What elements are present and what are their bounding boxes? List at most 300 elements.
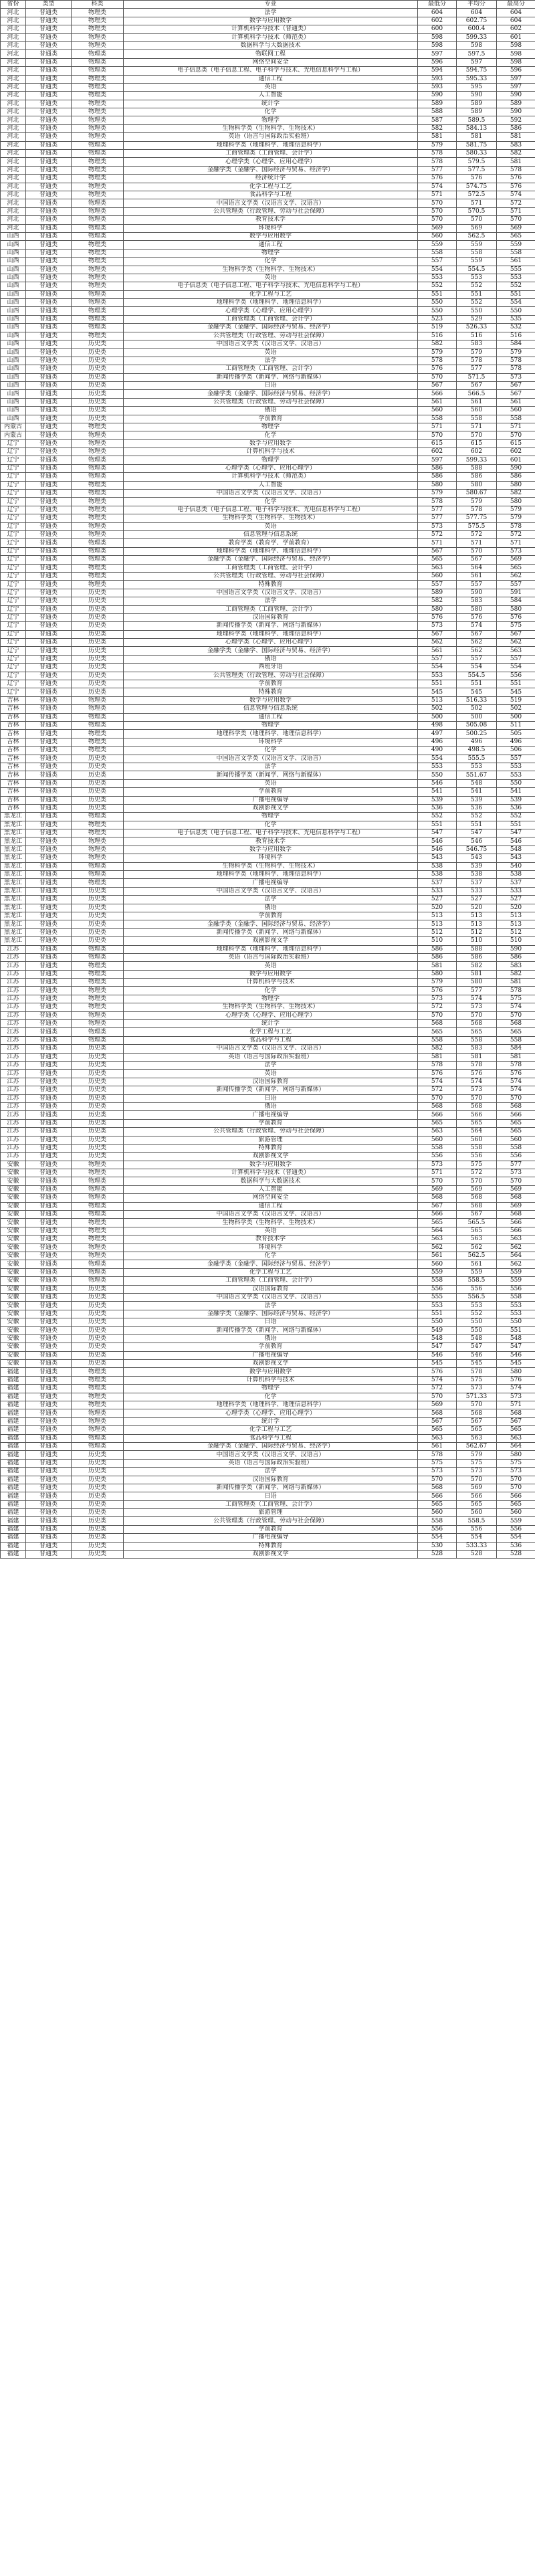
table-row [1,1318,535,1326]
cell-major: 计算机科学与技术 [124,448,418,456]
cell-min-score: 567 [418,381,457,389]
table-row [1,415,535,423]
cell-subject: 物理类 [72,747,124,755]
cell-major: 中国语言文学类（汉语言文学、汉语言） [124,589,418,597]
cell-min-score: 574 [418,1078,457,1086]
cell-min-score: 582 [418,340,457,349]
cell-min-score: 593 [418,83,457,91]
cell-type: 普通类 [26,423,72,431]
cell-max-score: 564 [497,1252,535,1260]
cell-avg-score: 558 [457,249,497,257]
cell-type: 普通类 [26,365,72,373]
cell-subject: 物理类 [72,962,124,970]
cell-type: 普通类 [26,1376,72,1384]
cell-min-score: 560 [418,407,457,415]
table-row [1,158,535,166]
cell-major: 金融学类（金融学、国际经济与贸易、经济学） [124,166,418,174]
cell-subject: 物理类 [72,854,124,862]
cell-min-score: 578 [418,158,457,166]
cell-min-score: 563 [418,1235,457,1244]
cell-min-score: 568 [418,1409,457,1417]
cell-province: 山西 [1,415,26,423]
cell-avg-score: 539 [457,862,497,870]
cell-type: 普通类 [26,1003,72,1011]
cell-avg-score: 600.4 [457,25,497,33]
cell-province: 安徽 [1,1202,26,1210]
cell-max-score: 577 [497,1161,535,1169]
cell-max-score: 569 [497,1185,535,1193]
cell-type: 普通类 [26,1078,72,1086]
cell-province: 福建 [1,1393,26,1401]
cell-subject: 历史类 [72,688,124,696]
cell-max-score: 564 [497,1442,535,1450]
cell-max-score: 575 [497,995,535,1003]
table-row [1,1426,535,1434]
cell-type: 普通类 [26,1393,72,1401]
cell-major: 公共管理类（行政管理、劳动与社会保障） [124,672,418,680]
cell-province: 福建 [1,1417,26,1425]
cell-type: 普通类 [26,1011,72,1019]
table-row [1,1094,535,1102]
cell-subject: 历史类 [72,357,124,365]
cell-subject: 历史类 [72,1086,124,1094]
cell-province: 山西 [1,357,26,365]
cell-type: 普通类 [26,381,72,389]
cell-max-score: 578 [497,987,535,995]
cell-max-score: 560 [497,1509,535,1517]
cell-type: 普通类 [26,1385,72,1393]
cell-subject: 物理类 [72,490,124,498]
cell-avg-score: 599.33 [457,33,497,41]
cell-max-score: 543 [497,854,535,862]
table-row [1,664,535,672]
table-row [1,514,535,522]
cell-province: 辽宁 [1,456,26,464]
table-row [1,680,535,688]
cell-max-score: 568 [497,1020,535,1028]
cell-max-score: 567 [497,630,535,638]
cell-avg-score: 556 [457,1285,497,1293]
cell-max-score: 601 [497,456,535,464]
cell-min-score: 551 [418,290,457,298]
table-row [1,249,535,257]
cell-avg-score: 570 [457,1401,497,1409]
cell-type: 普通类 [26,1169,72,1177]
cell-subject: 物理类 [72,862,124,870]
cell-province: 河北 [1,75,26,83]
cell-min-score: 570 [418,1094,457,1102]
cell-province: 山西 [1,232,26,240]
cell-subject: 物理类 [72,1219,124,1227]
cell-type: 普通类 [26,672,72,680]
cell-min-score: 496 [418,738,457,746]
cell-subject: 物理类 [72,241,124,249]
cell-subject: 物理类 [72,1161,124,1169]
cell-major: 公共管理类（行政管理、劳动与社会保障） [124,1517,418,1525]
cell-subject: 历史类 [72,1302,124,1310]
cell-major: 地理科学类（地理科学、地理信息科学） [124,945,418,953]
cell-subject: 历史类 [72,622,124,630]
cell-subject: 历史类 [72,365,124,373]
cell-province: 辽宁 [1,664,26,672]
cell-type: 普通类 [26,67,72,75]
cell-major: 汉语国际教育 [124,613,418,621]
cell-type: 普通类 [26,1451,72,1459]
cell-min-score: 579 [418,490,457,498]
cell-province: 安徽 [1,1285,26,1293]
cell-type: 普通类 [26,920,72,928]
cell-min-score: 593 [418,75,457,83]
cell-major: 戏剧影视文学 [124,937,418,945]
table-row [1,1169,535,1177]
cell-type: 普通类 [26,589,72,597]
cell-max-score: 552 [497,813,535,821]
cell-province: 福建 [1,1484,26,1492]
table-row [1,282,535,290]
cell-avg-score: 584.13 [457,124,497,132]
cell-min-score: 566 [418,390,457,398]
table-row [1,1119,535,1127]
cell-type: 普通类 [26,124,72,132]
cell-type: 普通类 [26,713,72,721]
table-row [1,763,535,771]
cell-type: 普通类 [26,1268,72,1276]
cell-province: 山西 [1,307,26,315]
cell-min-score: 563 [418,564,457,572]
cell-avg-score: 580 [457,481,497,489]
cell-min-score: 565 [418,556,457,564]
cell-major: 工商管理类（工商管理、会计学） [124,1500,418,1508]
cell-major: 通信工程 [124,241,418,249]
cell-min-score: 579 [418,979,457,987]
cell-min-score: 604 [418,9,457,17]
cell-type: 普通类 [26,1302,72,1310]
cell-province: 山西 [1,258,26,266]
cell-subject: 历史类 [72,1542,124,1550]
cell-min-score: 520 [418,904,457,912]
cell-avg-score: 575 [457,1376,497,1384]
cell-avg-score: 566 [457,1492,497,1500]
cell-subject: 物理类 [72,721,124,729]
cell-major: 广播电视编导 [124,1534,418,1542]
table-row [1,912,535,920]
table-row [1,771,535,779]
table-row [1,1401,535,1409]
cell-province: 山西 [1,365,26,373]
cell-max-score: 516 [497,332,535,340]
cell-major: 物理学 [124,995,418,1003]
cell-province: 辽宁 [1,556,26,564]
cell-major: 物理学 [124,116,418,124]
cell-max-score: 558 [497,1144,535,1152]
cell-min-score: 513 [418,696,457,704]
table-row [1,1517,535,1525]
cell-province: 辽宁 [1,605,26,613]
cell-type: 普通类 [26,862,72,870]
cell-min-score: 571 [418,191,457,199]
cell-type: 普通类 [26,116,72,124]
cell-type: 普通类 [26,1227,72,1235]
cell-province: 江苏 [1,1136,26,1144]
cell-major: 新闻传播学类（新闻学、网络与新媒体） [124,622,418,630]
cell-max-score: 562 [497,1260,535,1268]
cell-subject: 历史类 [72,887,124,895]
cell-province: 福建 [1,1509,26,1517]
table-row [1,1070,535,1078]
cell-province: 黑龙江 [1,837,26,846]
cell-province: 安徽 [1,1277,26,1285]
cell-major: 金融学类（金融学、国际经济与贸易、经济学） [124,1310,418,1318]
cell-type: 普通类 [26,953,72,961]
cell-max-score: 583 [497,141,535,149]
cell-subject: 历史类 [72,1119,124,1127]
cell-min-score: 560 [418,1260,457,1268]
cell-province: 福建 [1,1492,26,1500]
cell-avg-score: 558 [457,1036,497,1044]
cell-subject: 历史类 [72,920,124,928]
cell-avg-score: 550 [457,307,497,315]
table-row [1,896,535,904]
cell-province: 河北 [1,133,26,141]
cell-major: 学前教育 [124,788,418,796]
cell-max-score: 574 [497,1078,535,1086]
table-row [1,1078,535,1086]
cell-major: 戏剧影视文学 [124,1360,418,1368]
cell-type: 普通类 [26,498,72,506]
cell-max-score: 532 [497,324,535,332]
cell-major: 金融学类（金融学、国际经济与贸易、经济学） [124,324,418,332]
cell-subject: 历史类 [72,1509,124,1517]
cell-type: 普通类 [26,1252,72,1260]
cell-major: 生物科学类（生物科学、生物技术） [124,266,418,274]
cell-subject: 物理类 [72,1268,124,1276]
cell-province: 山西 [1,241,26,249]
cell-subject: 物理类 [72,987,124,995]
cell-province: 福建 [1,1426,26,1434]
cell-avg-score: 558.5 [457,1517,497,1525]
cell-avg-score: 558 [457,1144,497,1152]
table-row [1,1551,535,1559]
cell-subject: 物理类 [72,423,124,431]
cell-major: 公共管理类（行政管理、劳动与社会保障） [124,207,418,215]
cell-type: 普通类 [26,564,72,572]
cell-province: 山西 [1,324,26,332]
cell-avg-score: 581 [457,970,497,978]
cell-min-score: 541 [418,788,457,796]
cell-avg-score: 533.33 [457,1542,497,1550]
cell-min-score: 576 [418,1368,457,1376]
cell-province: 河北 [1,33,26,41]
cell-min-score: 578 [418,498,457,506]
cell-min-score: 586 [418,464,457,472]
cell-major: 化学工程与工艺 [124,1028,418,1036]
cell-max-score: 574 [497,1385,535,1393]
cell-max-score: 582 [497,970,535,978]
cell-subject: 物理类 [72,25,124,33]
cell-province: 辽宁 [1,490,26,498]
cell-major: 法学 [124,763,418,771]
cell-major: 金融学类（金融学、国际经济与贸易、经济学） [124,920,418,928]
cell-avg-score: 604 [457,9,497,17]
cell-major: 人工智能 [124,481,418,489]
cell-avg-score: 562.5 [457,232,497,240]
cell-max-score: 579 [497,514,535,522]
cell-min-score: 575 [418,1459,457,1467]
cell-province: 福建 [1,1376,26,1384]
cell-type: 普通类 [26,324,72,332]
cell-max-score: 563 [497,1235,535,1244]
cell-type: 普通类 [26,987,72,995]
cell-avg-score: 579 [457,349,497,357]
cell-min-score: 568 [418,1102,457,1110]
table-row [1,655,535,663]
cell-type: 普通类 [26,390,72,398]
cell-province: 江苏 [1,1119,26,1127]
cell-min-score: 547 [418,1343,457,1351]
cell-major: 新闻传播学类（新闻学、网络与新媒体） [124,771,418,779]
cell-type: 普通类 [26,763,72,771]
cell-avg-score: 550 [457,1326,497,1334]
cell-subject: 物理类 [72,1376,124,1384]
cell-max-score: 547 [497,1343,535,1351]
cell-avg-score: 582 [457,962,497,970]
table-row [1,191,535,199]
cell-province: 吉林 [1,763,26,771]
table-row [1,979,535,987]
cell-subject: 历史类 [72,1326,124,1334]
cell-type: 普通类 [26,1202,72,1210]
table-row [1,1334,535,1343]
cell-subject: 物理类 [72,274,124,282]
cell-max-score: 553 [497,1302,535,1310]
cell-major: 环境科学 [124,854,418,862]
cell-avg-score: 569 [457,224,497,232]
cell-type: 普通类 [26,854,72,862]
cell-type: 普通类 [26,183,72,191]
cell-type: 普通类 [26,431,72,439]
cell-avg-score: 553 [457,1302,497,1310]
table-row [1,871,535,879]
cell-min-score: 589 [418,589,457,597]
cell-major: 化学 [124,1252,418,1260]
cell-max-score: 561 [497,398,535,406]
cell-min-score: 546 [418,1351,457,1359]
cell-subject: 历史类 [72,1053,124,1061]
cell-min-score: 561 [418,398,457,406]
cell-major: 公共管理类（行政管理、劳动与社会保障） [124,1128,418,1136]
cell-type: 普通类 [26,879,72,887]
cell-major: 数学与应用数学 [124,439,418,448]
cell-subject: 历史类 [72,349,124,357]
cell-type: 普通类 [26,696,72,704]
cell-major: 中国语言文学类（汉语言文学、汉语言） [124,199,418,207]
cell-max-score: 573 [497,373,535,381]
cell-major: 化学 [124,498,418,506]
cell-province: 吉林 [1,705,26,713]
cell-major: 数学与应用数学 [124,17,418,25]
table-row [1,83,535,91]
cell-min-score: 565 [418,1119,457,1127]
cell-type: 普通类 [26,75,72,83]
cell-province: 辽宁 [1,439,26,448]
cell-avg-score: 571 [457,423,497,431]
cell-major: 电子信息类（电子信息工程、电子科学与技术、光电信息科学与工程） [124,282,418,290]
cell-subject: 物理类 [72,1368,124,1376]
cell-major: 教育技术学 [124,837,418,846]
cell-avg-score: 554 [457,664,497,672]
cell-avg-score: 576 [457,175,497,183]
cell-avg-score: 552 [457,299,497,307]
cell-subject: 物理类 [72,473,124,481]
cell-type: 普通类 [26,1500,72,1508]
cell-major: 心理学类（心理学、应用心理学） [124,1409,418,1417]
cell-min-score: 549 [418,1326,457,1334]
cell-avg-score: 553 [457,763,497,771]
cell-subject: 物理类 [72,1211,124,1219]
cell-type: 普通类 [26,572,72,580]
cell-min-score: 577 [418,166,457,174]
cell-province: 河北 [1,224,26,232]
cell-avg-score: 564 [457,1128,497,1136]
cell-max-score: 576 [497,1070,535,1078]
cell-max-score: 592 [497,116,535,124]
cell-type: 普通类 [26,1484,72,1492]
cell-subject: 物理类 [72,1393,124,1401]
cell-type: 普通类 [26,829,72,837]
cell-avg-score: 589.5 [457,116,497,124]
cell-province: 江苏 [1,1070,26,1078]
cell-max-score: 571 [497,423,535,431]
cell-min-score: 573 [418,1161,457,1169]
cell-subject: 物理类 [72,258,124,266]
table-row [1,1492,535,1500]
cell-max-score: 575 [497,1459,535,1467]
cell-type: 普通类 [26,1542,72,1550]
cell-major: 法学 [124,896,418,904]
cell-major: 电子信息类（电子信息工程、电子科学与技术、光电信息科学与工程） [124,67,418,75]
cell-avg-score: 553 [457,274,497,282]
cell-avg-score: 556 [457,1525,497,1533]
cell-max-score: 554 [497,1534,535,1542]
cell-min-score: 588 [418,108,457,116]
cell-province: 辽宁 [1,688,26,696]
cell-province: 辽宁 [1,613,26,621]
cell-min-score: 554 [418,1534,457,1542]
cell-min-score: 573 [418,995,457,1003]
cell-province: 内蒙古 [1,431,26,439]
cell-subject: 历史类 [72,398,124,406]
cell-type: 普通类 [26,41,72,49]
cell-subject: 历史类 [72,788,124,796]
table-row [1,804,535,812]
cell-max-score: 578 [497,166,535,174]
cell-type: 普通类 [26,158,72,166]
cell-subject: 物理类 [72,58,124,66]
cell-major: 日语 [124,1094,418,1102]
cell-min-score: 565 [418,1219,457,1227]
table-row [1,1476,535,1484]
table-row [1,232,535,240]
cell-type: 普通类 [26,639,72,647]
cell-max-score: 597 [497,75,535,83]
cell-avg-score: 594.75 [457,67,497,75]
cell-major: 物理学 [124,456,418,464]
cell-type: 普通类 [26,871,72,879]
cell-avg-score: 551 [457,680,497,688]
cell-min-score: 569 [418,1185,457,1193]
cell-subject: 物理类 [72,191,124,199]
cell-subject: 物理类 [72,75,124,83]
